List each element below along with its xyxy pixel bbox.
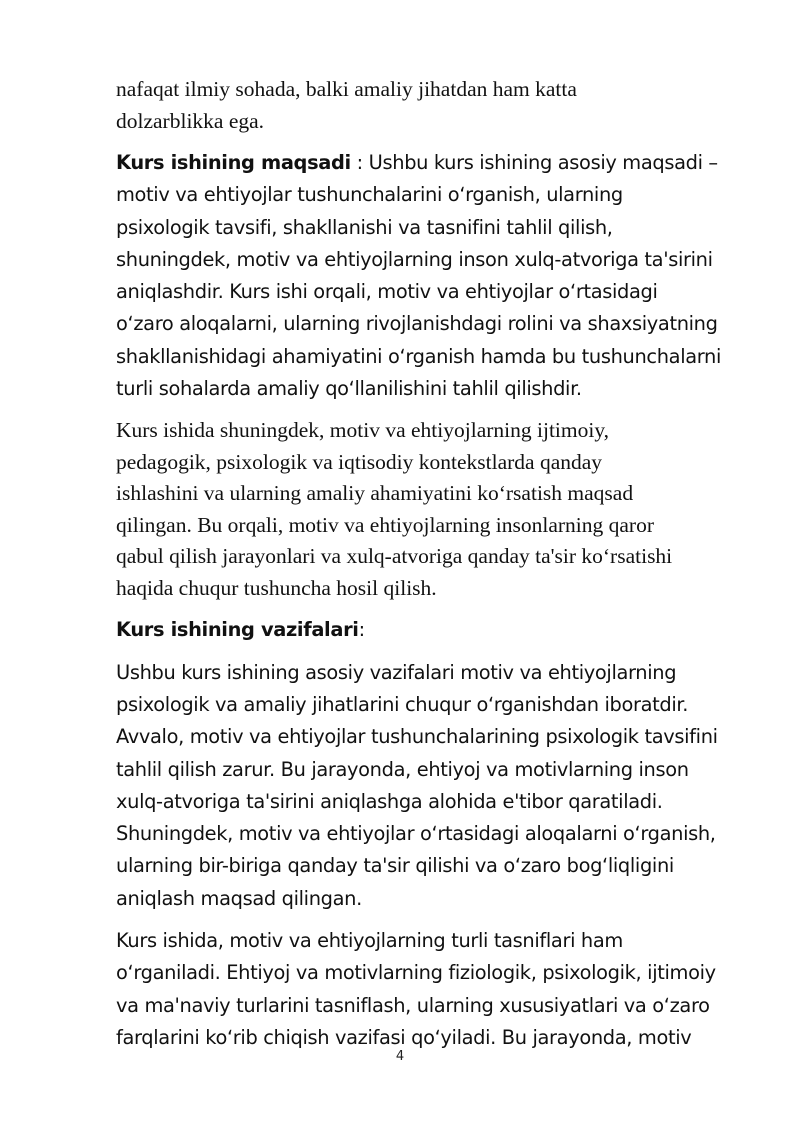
text-line: qabul qilish jarayonlari va xulq-atvoriga qanday ta'sir koʻrsatishi xyxy=(116,544,673,569)
text-line: tahlil qilish zarur. Bu jarayonda, ehtiyoj va motivlarning inson xyxy=(116,757,689,781)
tasks-heading-line xyxy=(116,614,746,646)
text-line: Kurs ishida, motiv va ehtiyojlarning turli tasniflari ham xyxy=(116,929,623,953)
text-line: aniqlash maqsad qilingan. xyxy=(116,886,362,910)
text-line: shuningdek, motiv va ehtiyojlarning inson xulq-atvoriga ta'sirini xyxy=(116,247,713,271)
text-line: ularning bir-biriga qanday ta'sir qilishi va oʻzaro bogʻliqligini xyxy=(116,854,674,878)
text-line: oʻrganiladi. Ehtiyoj va motivlarning fiziologik, psixologik, ijtimoiy xyxy=(116,961,716,985)
text-line: ishlashini va ularning amaliy ahamiyatini koʻrsatish maqsad xyxy=(116,481,634,506)
text-line: oʻzaro aloqalarni, ularning rivojlanishdagi rolini va shaxsiyatning xyxy=(116,312,718,336)
context-paragraph xyxy=(116,415,746,604)
classification-paragraph xyxy=(116,925,746,1054)
text-line: pedagogik, psixologik va iqtisodiy kontekstlarda qanday xyxy=(116,449,603,474)
tasks-heading-suffix: : xyxy=(358,618,365,642)
text-line: nafaqat ilmiy sohada, balki amaliy jihatdan ham katta xyxy=(116,77,577,101)
text-line xyxy=(116,147,746,179)
text-line: qilingan. Bu orqali, motiv va ehtiyojlarning insonlarning qaror xyxy=(116,512,655,537)
tasks-heading: Kurs ishining vazifalari xyxy=(116,618,359,642)
goal-heading-continuation: : Ushbu kurs ishining asosiy maqsadi – xyxy=(350,151,718,174)
text-line: Avvalo, motiv va ehtiyojlar tushunchalarining psixologik tavsifini xyxy=(116,725,718,749)
text-line: Kurs ishida shuningdek, motiv va ehtiyojlarning ijtimoiy, xyxy=(116,418,610,443)
text-line: turli sohalarda amaliy qoʻllanilishini tahlil qilishdir. xyxy=(116,377,582,401)
text-line: xulq-atvoriga ta'sirini aniqlashga alohida e'tibor qaratiladi. xyxy=(116,789,663,813)
text-line: farqlarini koʻrib chiqish vazifasi qoʻyiladi. Bu jarayonda, motiv xyxy=(116,1025,692,1049)
text-line: va ma'naviy turlarini tasniflash, ularning xususiyatlari va oʻzaro xyxy=(116,993,710,1017)
text-line: Shuningdek, motiv va ehtiyojlar oʻrtasidagi aloqalarni oʻrganish, xyxy=(116,822,716,846)
page-number: 4 xyxy=(395,1049,405,1064)
text-line: aniqlashdir. Kurs ishi orqali, motiv va ehtiyojlar oʻrtasidagi xyxy=(116,280,658,304)
text-line: psixologik va amaliy jihatlarini chuqur oʻrganishdan iboratdir. xyxy=(116,692,689,716)
intro-paragraph xyxy=(116,74,746,137)
goal-paragraph xyxy=(116,147,746,405)
goal-heading: Kurs ishining maqsadi xyxy=(116,151,351,174)
text-line: shakllanishidagi ahamiyatini oʻrganish hamda bu tushunchalarni xyxy=(116,344,722,368)
text-line: haqida chuqur tushuncha hosil qilish. xyxy=(116,575,437,600)
text-line: motiv va ehtiyojlar tushunchalarini oʻrganish, ularning xyxy=(116,183,623,207)
text-line: dolzarblikka ega. xyxy=(116,108,265,133)
text-line: psixologik tavsifi, shakllanishi va tasnifini tahlil qilish, xyxy=(116,215,613,239)
tasks-paragraph xyxy=(116,657,746,915)
document-page xyxy=(116,74,746,1054)
text-line: Ushbu kurs ishining asosiy vazifalari motiv va ehtiyojlarning xyxy=(116,660,677,684)
